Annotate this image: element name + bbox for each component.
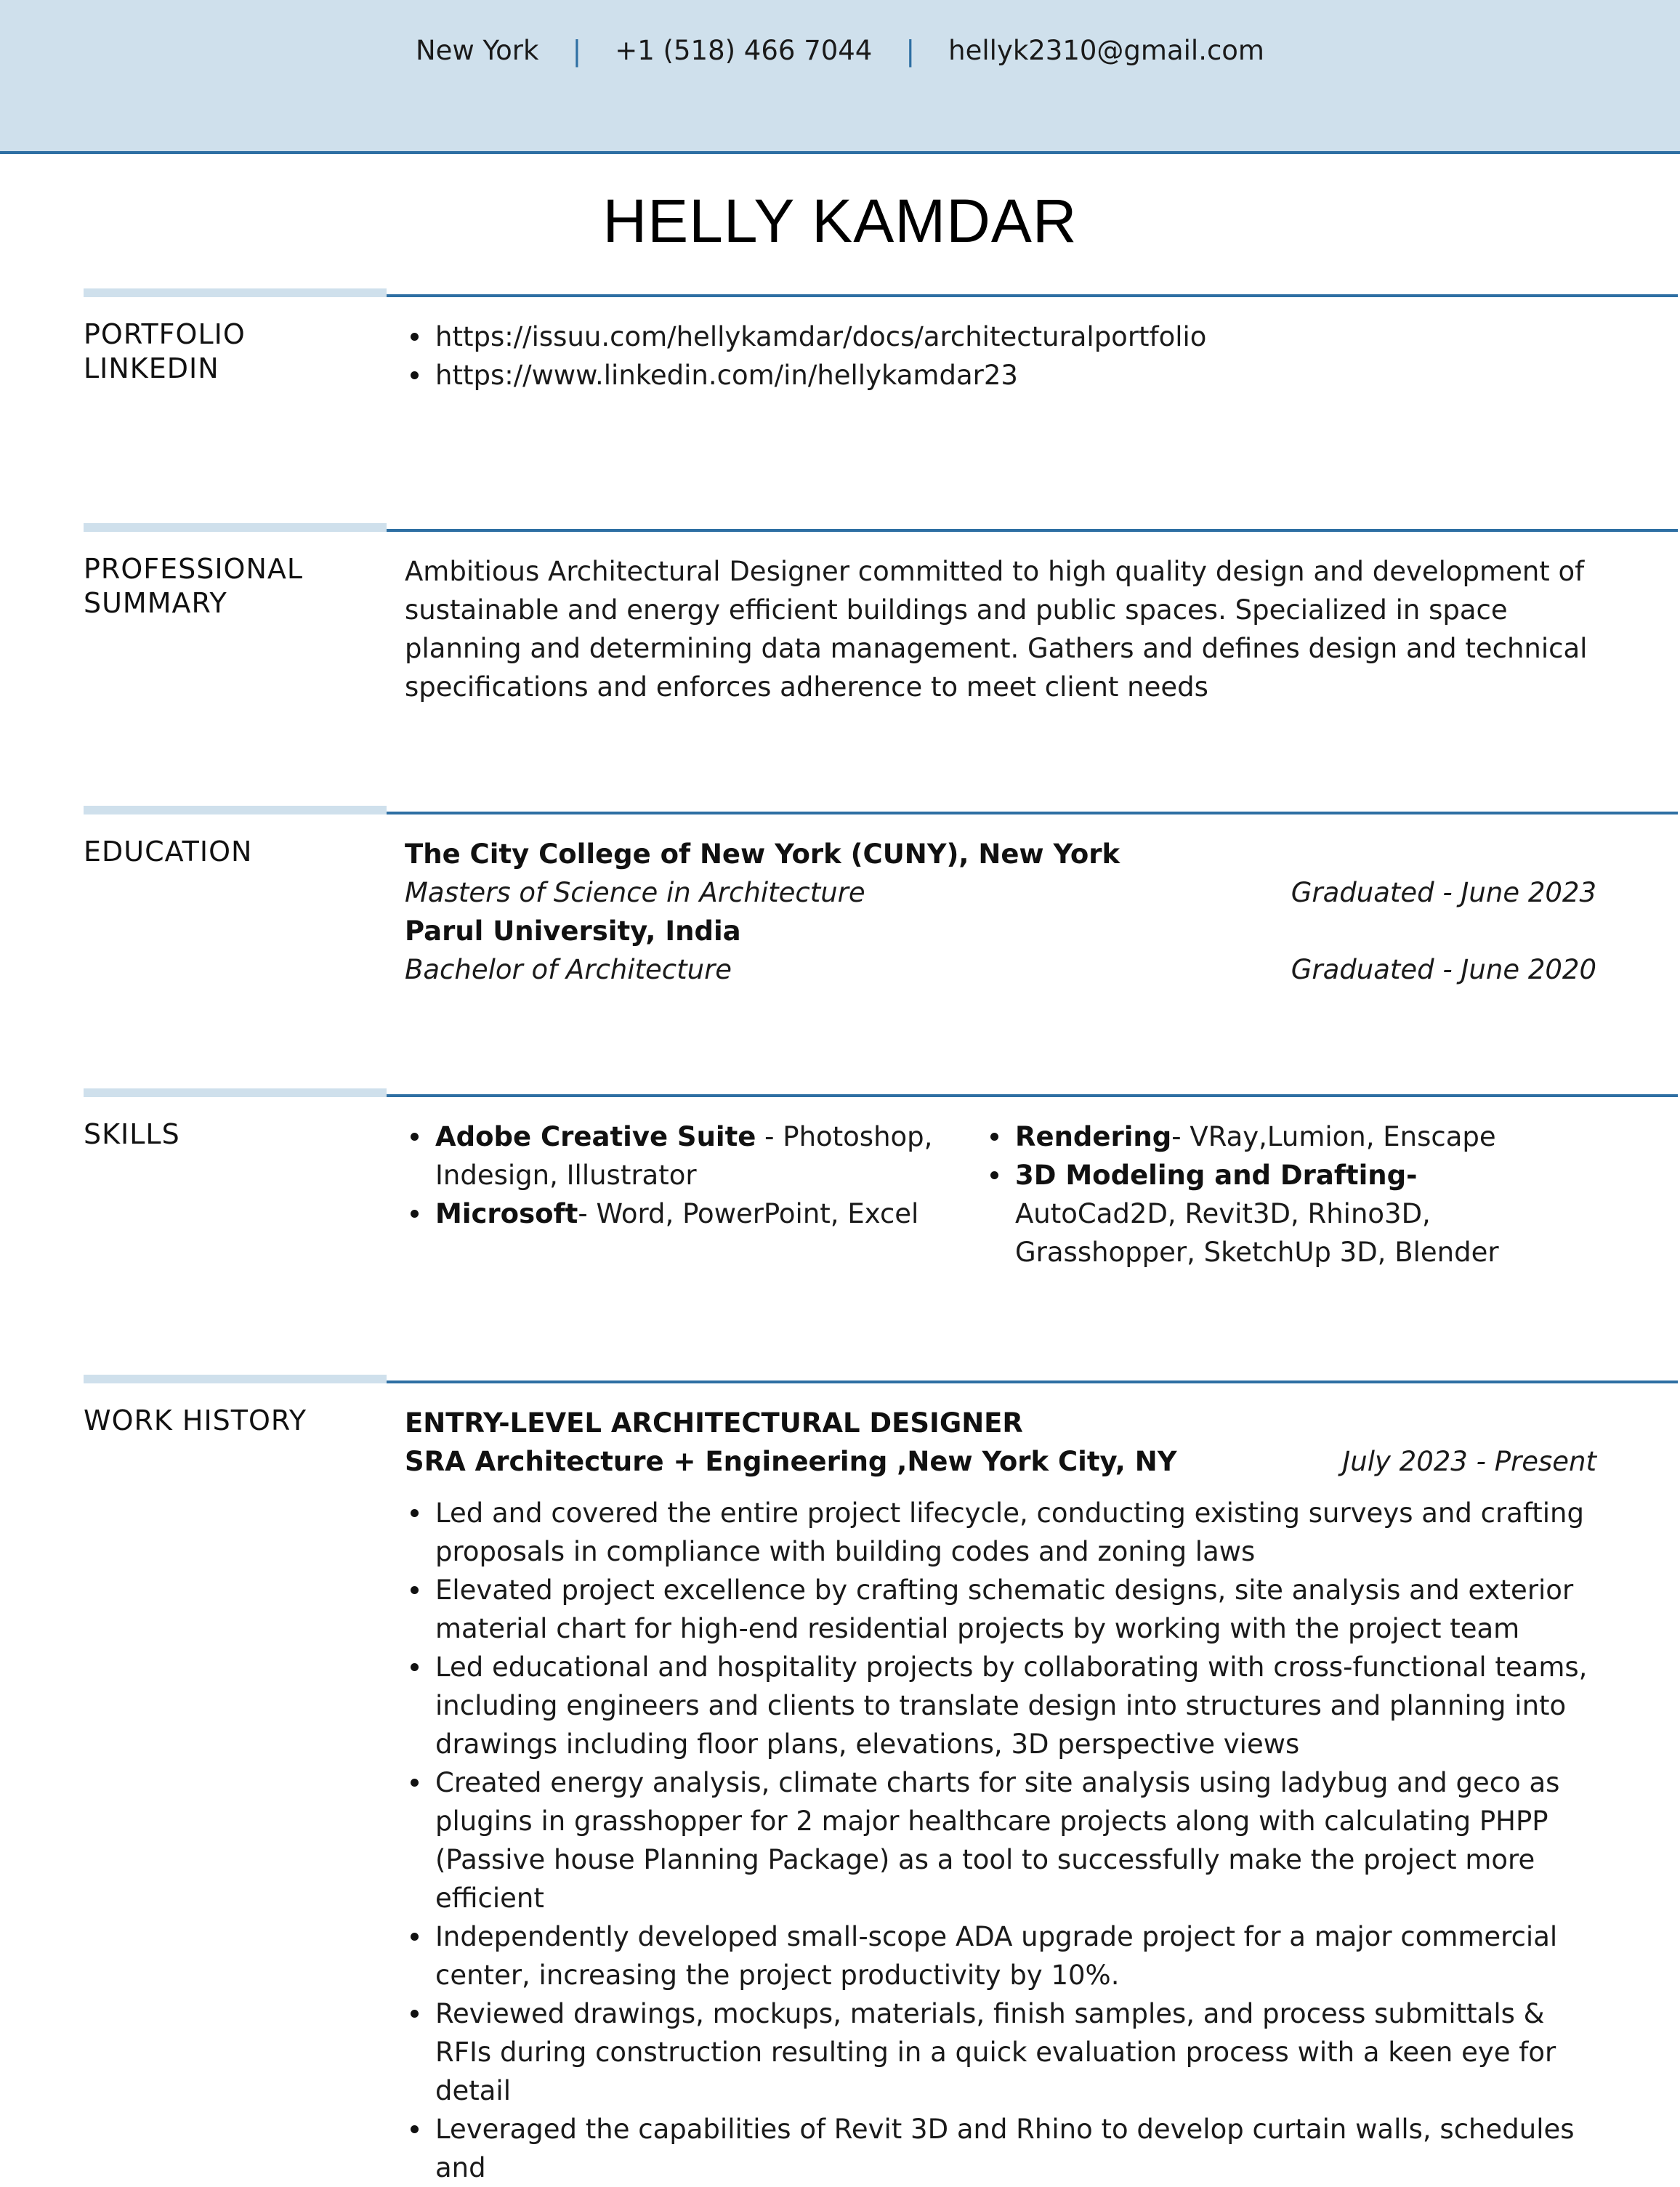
skill-item: Adobe Creative Suite - Photoshop, Indesign, Illustrator (405, 1117, 985, 1194)
education-date: Graduated - June 2020 (1291, 954, 1596, 985)
education-section-title: EDUCATION (84, 836, 253, 868)
section-rule-accent (84, 1088, 387, 1097)
section-rule-accent (84, 288, 387, 297)
job-bullet: Independently developed small-scope ADA upgrade project for a major commercial center, increasing the project productivity by 10%. (405, 1917, 1596, 1994)
linkedin-link[interactable]: https://www.linkedin.com/in/hellykamdar23 (405, 356, 1596, 395)
section-rule-accent (84, 523, 387, 532)
job-bullets (405, 1494, 1596, 2187)
portfolio-link[interactable]: https://issuu.com/hellykamdar/docs/architecturalportfolio (405, 318, 1596, 356)
contact-city: New York (416, 35, 539, 66)
work-section-title: WORK HISTORY (84, 1404, 307, 1436)
job-bullet: Created energy analysis, climate charts for site analysis using ladybug and geco as plugins in grasshopper for 2 major healthcare projects along with calculating PHPP (Passive house Planning Package) as a tool to successfully make the project more efficient (405, 1763, 1596, 1917)
education-degree: Bachelor of Architecture (405, 954, 732, 985)
section-rule-accent (84, 1375, 387, 1383)
education-date: Graduated - June 2023 (1291, 877, 1596, 908)
section-rule (387, 294, 1678, 297)
links-section-title: PORTFOLIO LINKEDIN (84, 318, 246, 384)
work-section (84, 1375, 1596, 2183)
contact-separator: | (572, 34, 582, 67)
job-company: SRA Architecture + Engineering ,New York City, NY (405, 1446, 1177, 1477)
contact-email: hellyk2310@gmail.com (948, 35, 1264, 66)
contact-separator: | (905, 34, 916, 67)
section-rule (387, 1094, 1678, 1097)
section-rule (387, 812, 1678, 814)
job-bullet: Led educational and hospitality projects by collaborating with cross-functional teams, including engineers and clients to translate design into structures and planning into drawings including floor plans, elevations, 3D perspective views (405, 1648, 1596, 1763)
links-section (84, 288, 1594, 506)
skills-column (405, 1117, 985, 1272)
job-company-row (405, 1442, 1596, 1481)
education-list (405, 835, 1596, 989)
skill-item: 3D Modeling and Drafting- AutoCad2D, Revit3D, Rhino3D, Grasshopper, SketchUp 3D, Blender (985, 1156, 1564, 1272)
education-degree: Masters of Science in Architecture (405, 877, 865, 908)
education-school: The City College of New York (CUNY), New York (405, 838, 1120, 870)
candidate-name: HELLY KAMDAR (602, 187, 1078, 255)
skills-section-title: SKILLS (84, 1118, 180, 1150)
skills-list (405, 1117, 1596, 1272)
job-bullet: Elevated project excellence by crafting schematic designs, site analysis and exterior material chart for high-end residential projects by working with the project team (405, 1571, 1596, 1648)
skills-section (84, 1088, 1594, 1350)
section-rule (387, 529, 1678, 532)
summary-section (84, 523, 1594, 785)
contact-bar (0, 0, 1680, 154)
contact-info (416, 35, 1264, 67)
education-section (84, 806, 1594, 1067)
job-bullet: Leveraged the capabilities of Revit 3D and Rhino to develop curtain walls, schedules and (405, 2110, 1596, 2187)
summary-text: Ambitious Architectural Designer committed to high quality design and development of sustainable and energy efficient buildings and public spaces. Specialized in space planning and determining data management. Gathers and defines design and technical specifications and enforces adherence to meet client needs (405, 556, 1588, 703)
summary-section-title: PROFESSIONAL SUMMARY (84, 553, 304, 619)
education-school: Parul University, India (405, 915, 741, 947)
job-bullet: Reviewed drawings, mockups, materials, finish samples, and process submittals & RFIs during construction resulting in a quick evaluation process with a keen eye for detail (405, 1994, 1596, 2110)
links-list (405, 318, 1596, 395)
education-degree-row (405, 873, 1596, 912)
skill-item: Microsoft- Word, PowerPoint, Excel (405, 1194, 985, 1233)
skill-item: Rendering- VRay,Lumion, Enscape (985, 1117, 1564, 1156)
job-title: ENTRY-LEVEL ARCHITECTURAL DESIGNER (405, 1407, 1023, 1439)
job-dates: July 2023 - Present (1342, 1446, 1596, 1477)
contact-phone: +1 (518) 466 7044 (615, 35, 873, 66)
section-rule-accent (84, 806, 387, 814)
job-bullet: Led and covered the entire project lifecycle, conducting existing surveys and crafting proposals in compliance with building codes and zoning laws (405, 1494, 1596, 1571)
section-rule (387, 1380, 1678, 1383)
skills-column (985, 1117, 1564, 1272)
education-degree-row (405, 950, 1596, 989)
work-entry (405, 1404, 1596, 2187)
